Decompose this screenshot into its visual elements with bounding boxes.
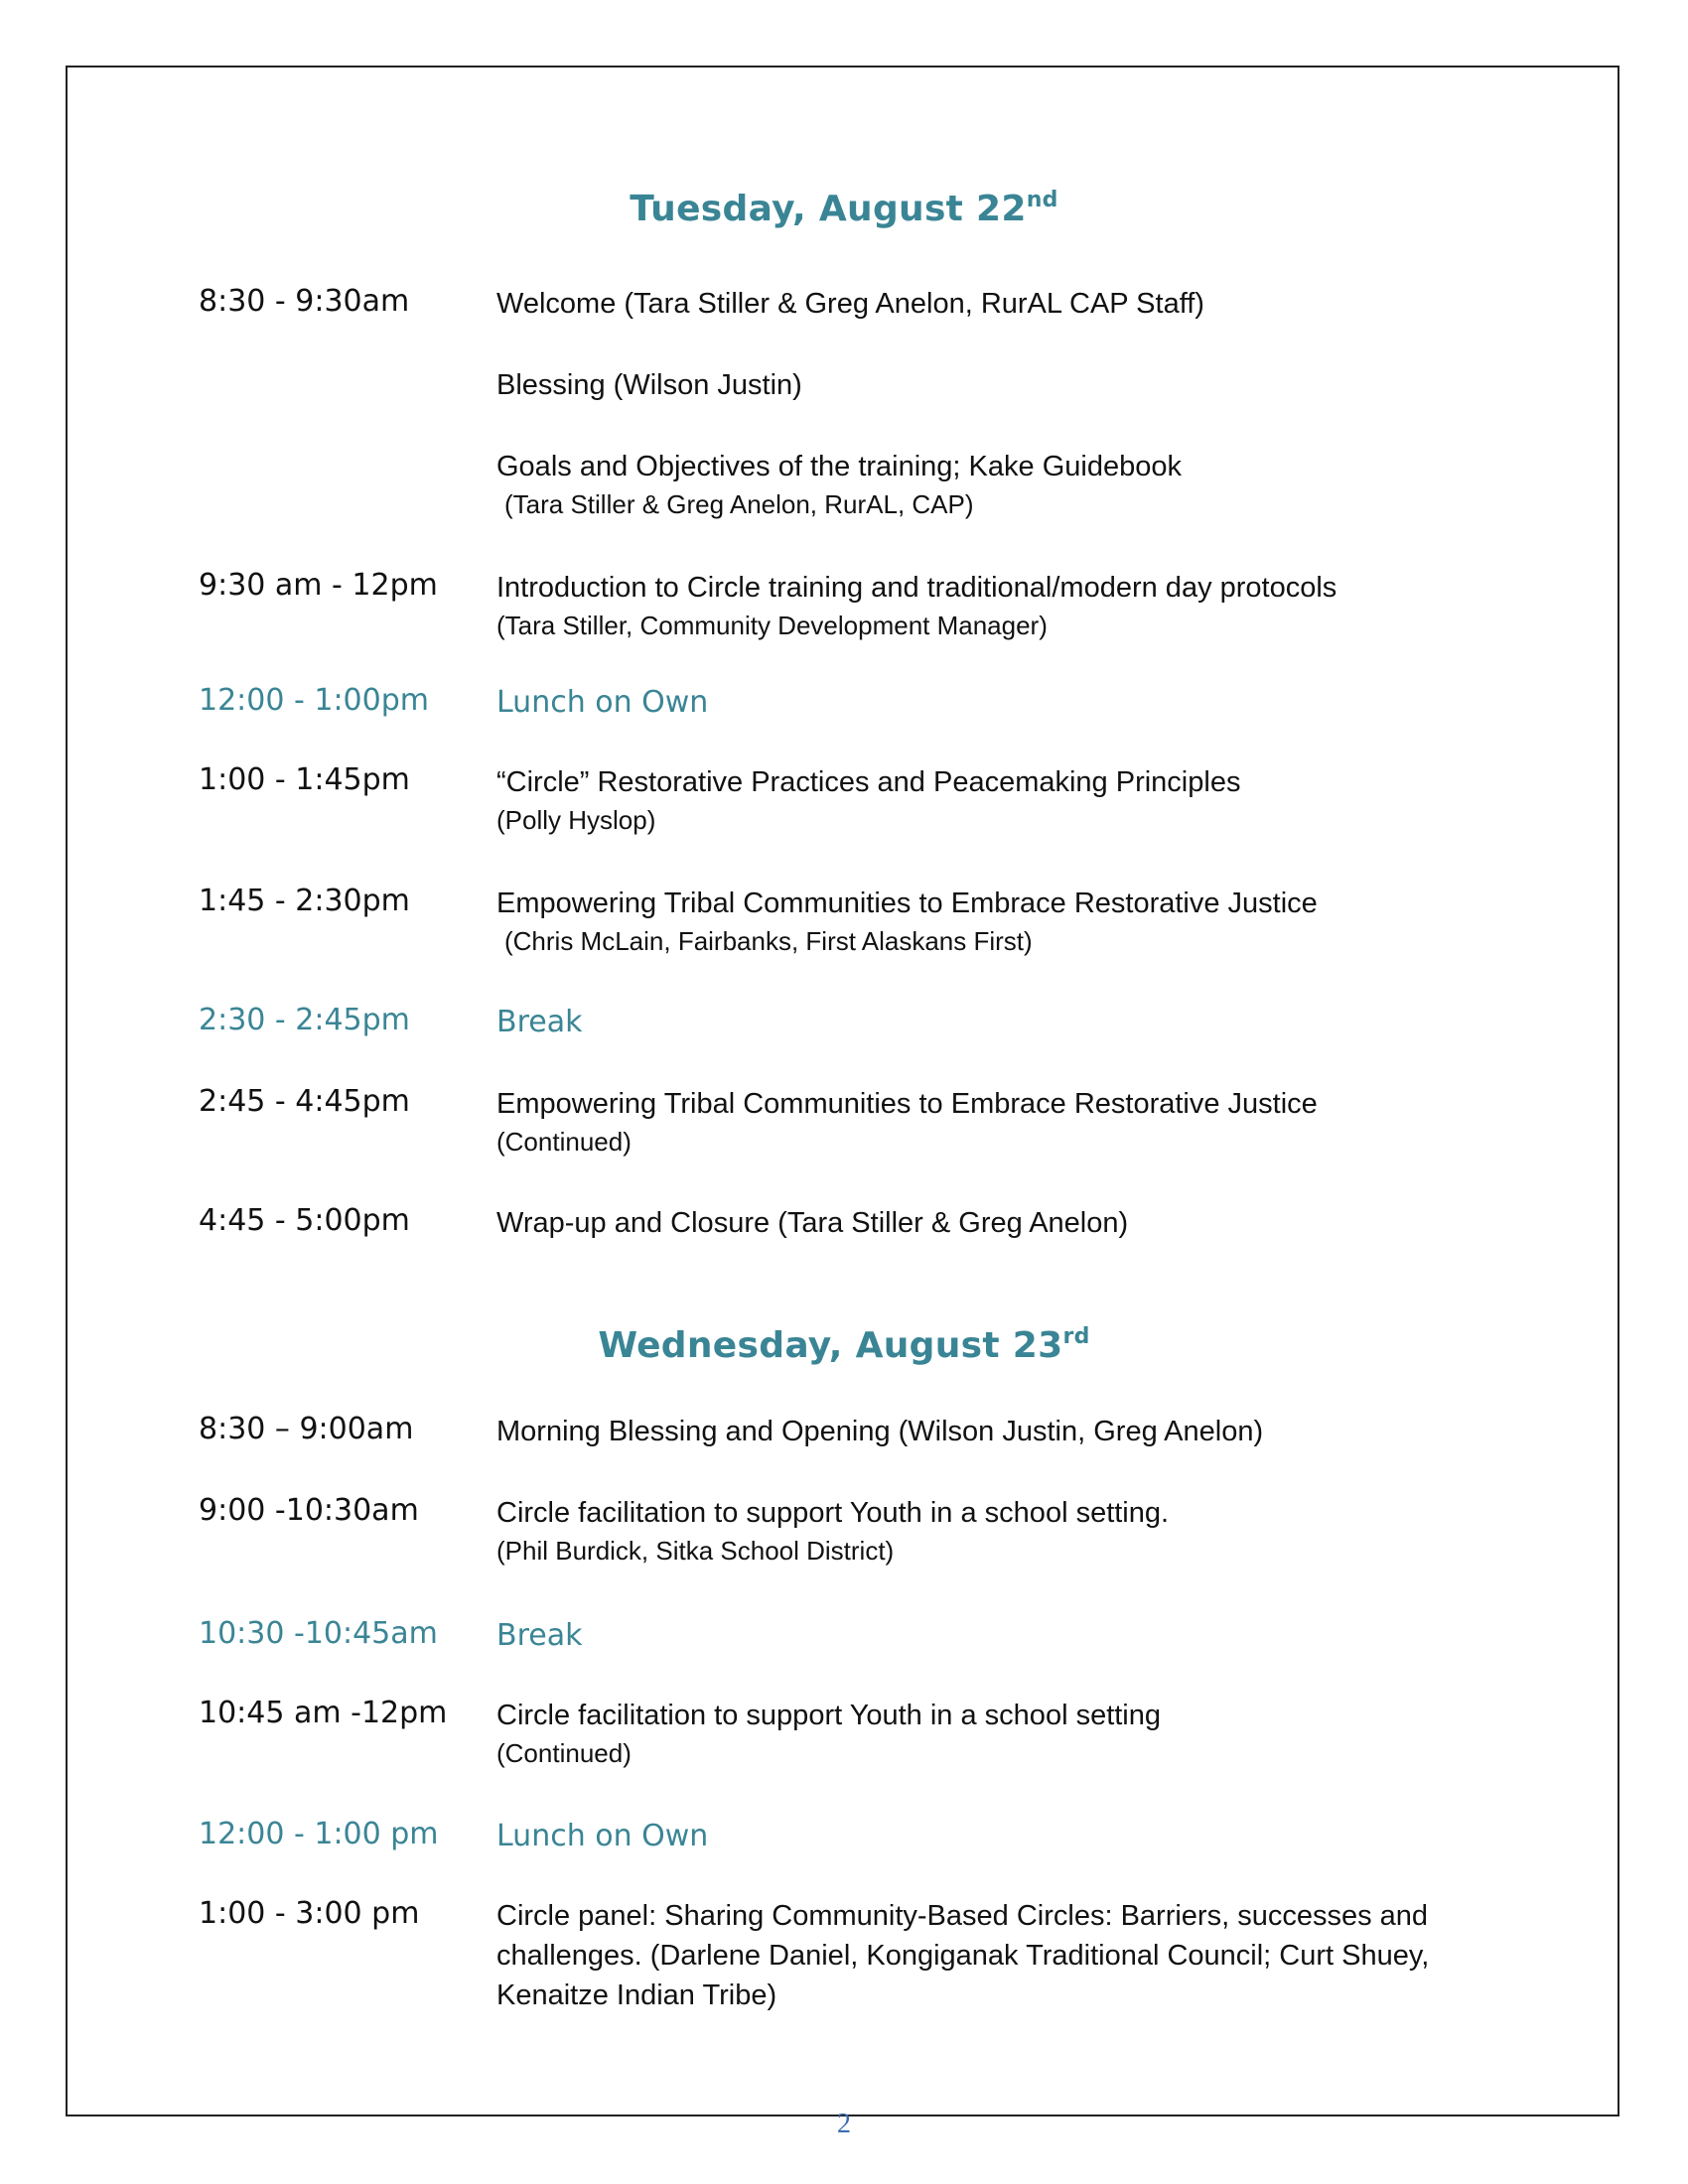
session-description [496,1084,1489,1160]
session-title: Circle facilitation to support Youth in a school setting [496,1700,1162,1731]
day-heading-wednesday [0,1325,1688,1366]
session-time: 1:00 - 3:00 pm [199,1896,420,1931]
session-description [496,1412,1489,1451]
session-presenters: (Chris McLain, Fairbanks, First Alaskans First) [504,926,1033,956]
session-description [496,568,1489,643]
session-description [496,1003,1489,1042]
session-presenters: (Tara Stiller, Community Development Manager) [496,611,1048,640]
session-title: Blessing (Wilson Justin) [496,369,802,401]
session-time: 9:00 -10:30am [199,1493,419,1528]
session-time: 12:00 - 1:00pm [199,683,429,718]
session-description [496,1616,1489,1656]
session-title: Lunch on Own [496,685,709,720]
session-presenters: (Continued) [496,1127,632,1157]
session-title: Morning Blessing and Opening (Wilson Justin, Greg Anelon) [496,1416,1264,1447]
session-time: 10:45 am -12pm [199,1696,448,1730]
session-time: 9:30 am - 12pm [199,568,438,603]
session-title: Introduction to Circle training and traditional/modern day protocols [496,572,1337,604]
session-description [496,1493,1489,1569]
session-time: 1:00 - 1:45pm [199,762,410,797]
session-description [496,447,1489,522]
session-time: 12:00 - 1:00 pm [199,1817,439,1851]
session-title: Break [496,1618,583,1653]
session-title: Empowering Tribal Communities to Embrace Restorative Justice [496,887,1318,919]
day-heading-suffix: nd [1026,188,1058,212]
day-heading-text: Tuesday, August 22 [630,189,1027,229]
session-description [496,1896,1489,2015]
session-title: “Circle” Restorative Practices and Peacemaking Principles [496,766,1241,798]
session-time: 8:30 - 9:30am [199,284,410,319]
session-description [496,1817,1489,1856]
day-heading-suffix: rd [1062,1324,1090,1349]
session-description [496,1203,1489,1243]
session-time: 2:30 - 2:45pm [199,1003,410,1037]
session-description [496,683,1489,723]
session-title-continued: Kenaitze Indian Tribe) [496,1979,777,2011]
session-title: Break [496,1005,583,1039]
session-presenters: (Tara Stiller & Greg Anelon, RurAL, CAP) [504,489,974,519]
session-description [496,1696,1489,1771]
day-heading-text: Wednesday, August 23 [598,1325,1063,1366]
session-presenters: (Polly Hyslop) [496,805,656,835]
session-time: 4:45 - 5:00pm [199,1203,410,1238]
session-title: Empowering Tribal Communities to Embrace Restorative Justice [496,1088,1318,1120]
session-time: 8:30 – 9:00am [199,1412,414,1446]
session-description [496,284,1489,324]
session-title: Welcome (Tara Stiller & Greg Anelon, RurAL CAP Staff) [496,288,1204,320]
session-description [496,884,1489,959]
session-title: Circle panel: Sharing Community-Based Circles: Barriers, successes and [496,1900,1429,1932]
session-title: Goals and Objectives of the training; Kake Guidebook [496,451,1182,482]
session-title: Circle facilitation to support Youth in a school setting. [496,1497,1170,1529]
session-presenters: (Phil Burdick, Sitka School District) [496,1536,895,1566]
page-number: 2 [837,2109,851,2139]
session-title: Lunch on Own [496,1819,709,1853]
session-presenters: (Continued) [496,1738,632,1768]
session-time: 1:45 - 2:30pm [199,884,410,918]
session-time: 2:45 - 4:45pm [199,1084,410,1119]
session-time: 10:30 -10:45am [199,1616,438,1651]
session-title-continued: challenges. (Darlene Daniel, Kongiganak Traditional Council; Curt Shuey, [496,1940,1430,1972]
session-description [496,365,1489,405]
session-title: Wrap-up and Closure (Tara Stiller & Greg Anelon) [496,1207,1129,1239]
session-description [496,762,1489,838]
day-heading-tuesday [0,189,1688,229]
